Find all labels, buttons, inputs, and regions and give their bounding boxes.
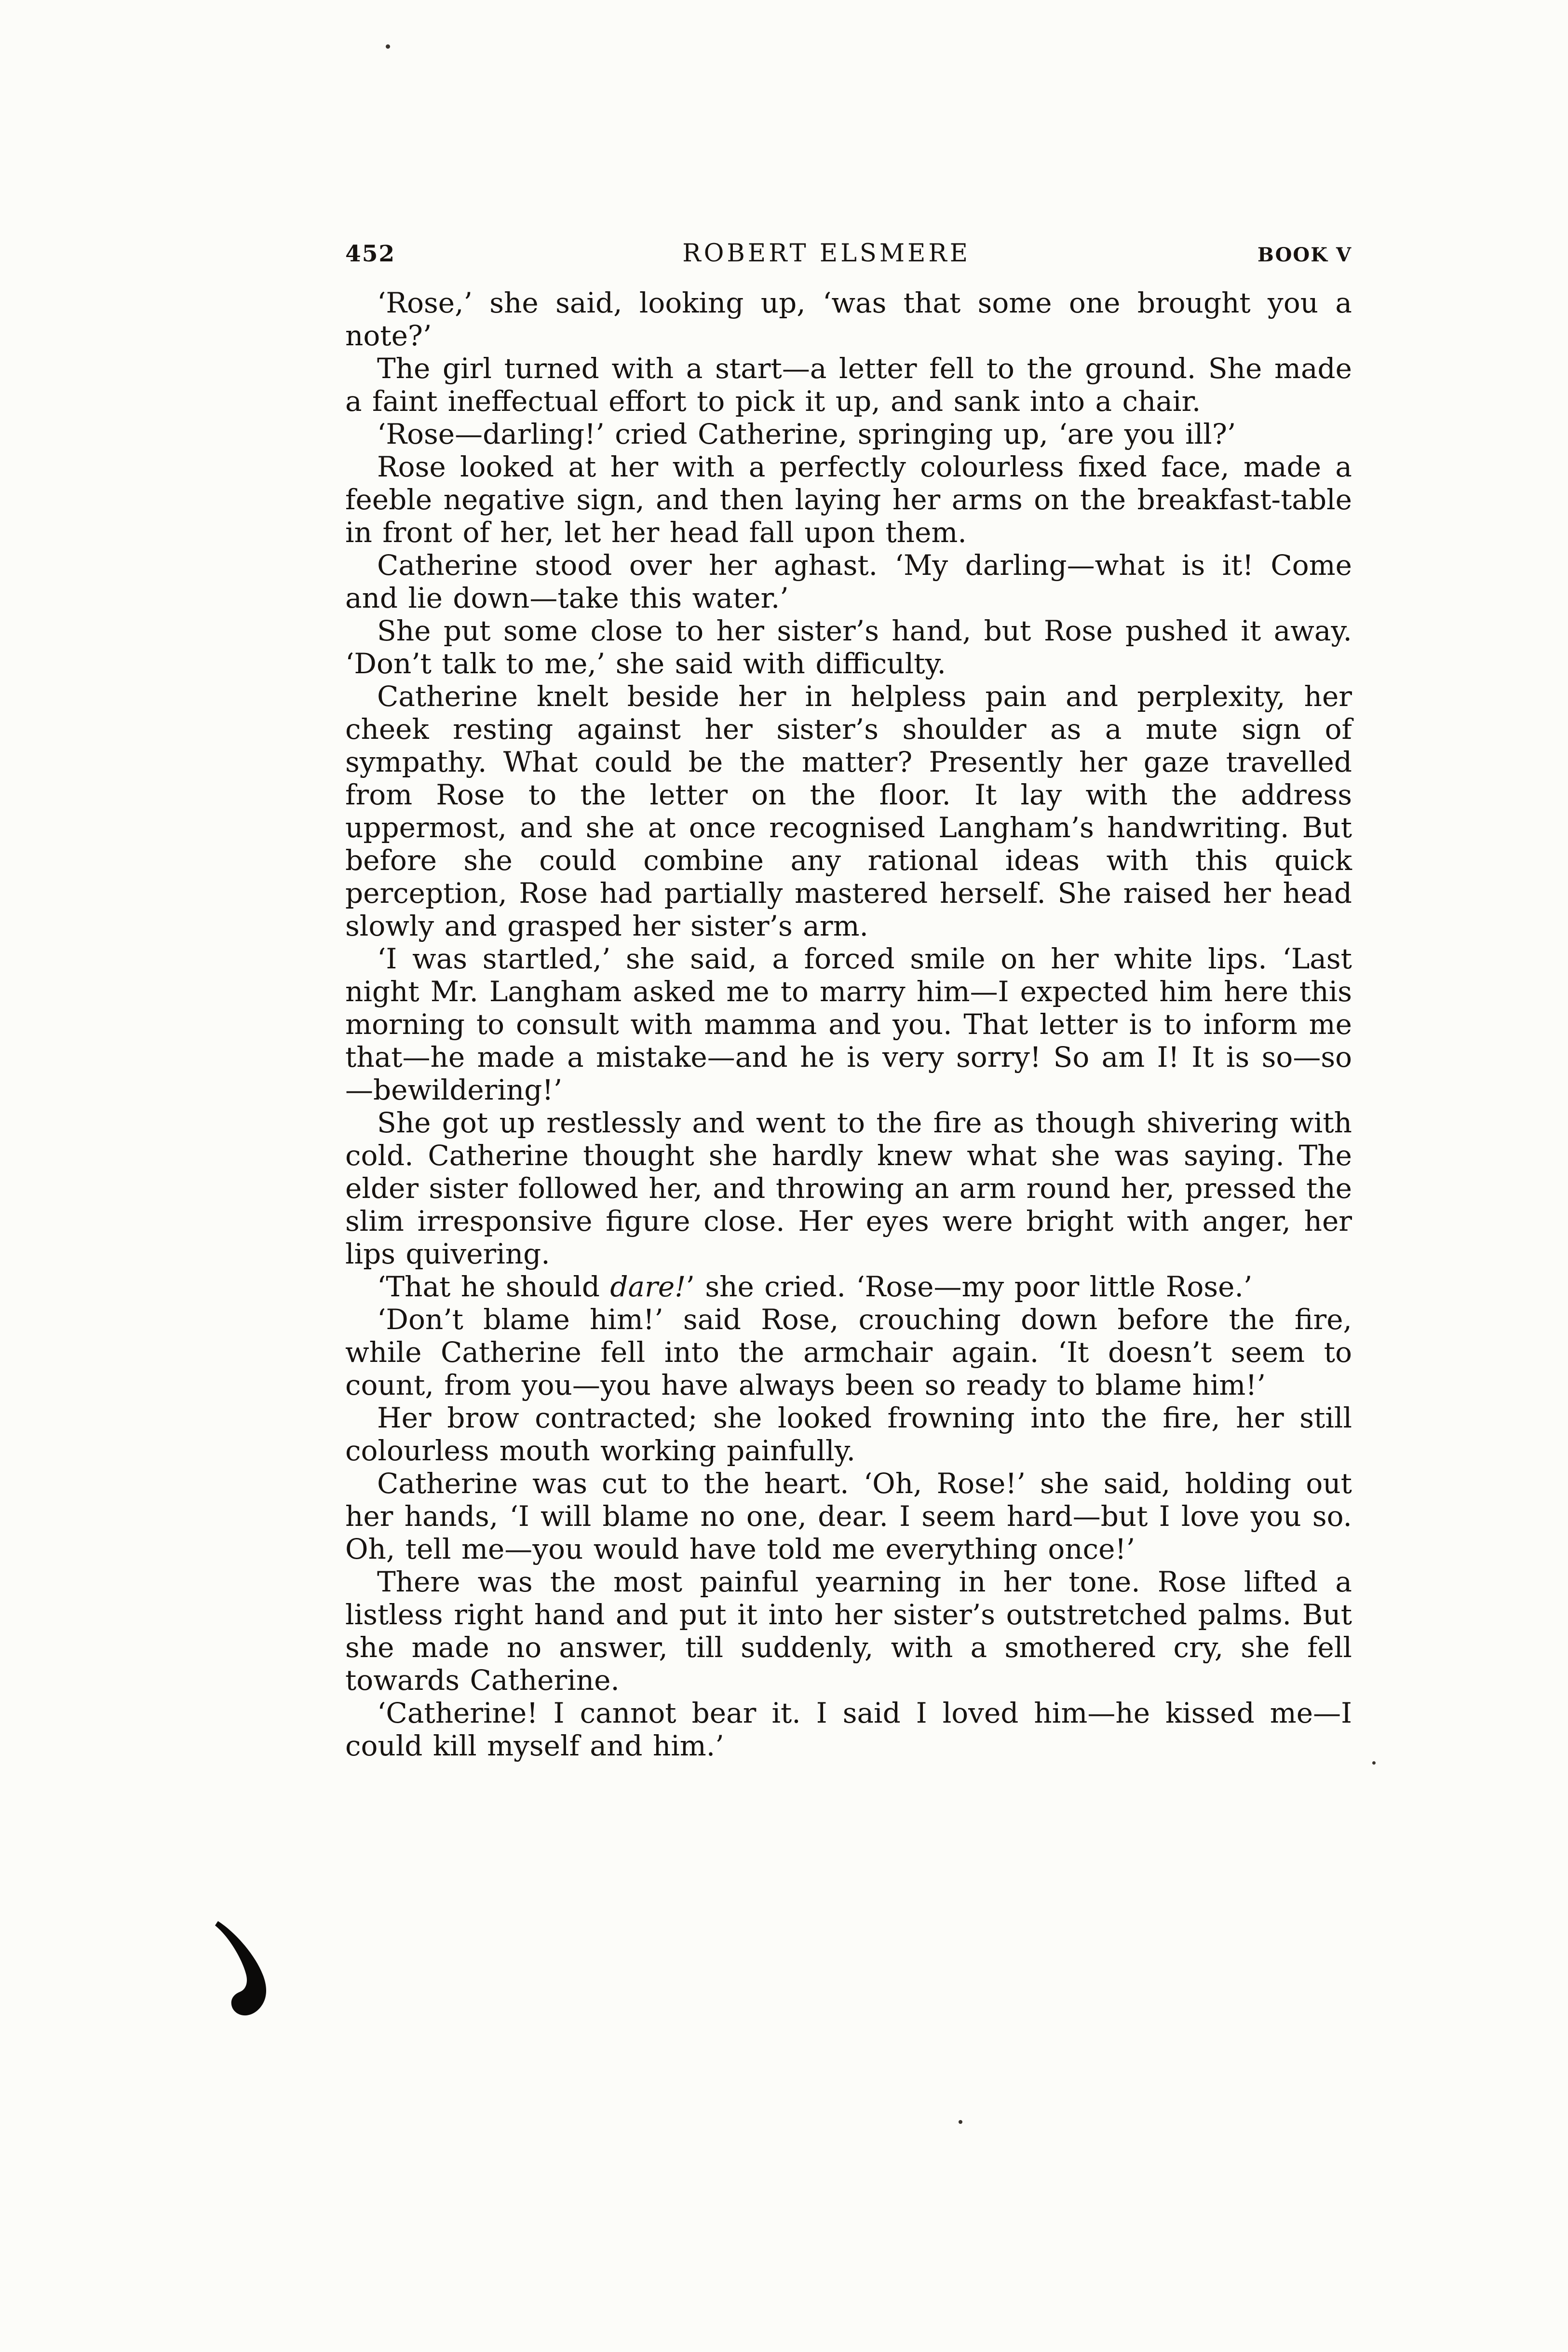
- paragraph-text: ‘Don’t blame him!’ said Rose, crouching down before the fire, while Catherine fell into the armchair again. ‘It doesn’t seem to count, from you—you have always been so ready to blame him!’: [345, 1303, 1352, 1401]
- paragraph-text: ’ she cried. ‘Rose—my poor little Rose.’: [686, 1270, 1253, 1303]
- paragraph-text: Her brow contracted; she looked frowning into the fire, her still colourless mouth working painfully.: [345, 1401, 1352, 1467]
- dust-speck: [386, 44, 390, 49]
- paragraph-text: She got up restlessly and went to the fire as though shivering with cold. Catherine thought she hardly knew what she was saying. The elder sister followed her, and throwing an arm round her, pressed the slim irresponsive figure close. Her eyes were bright with anger, her lips quivering.: [345, 1106, 1352, 1270]
- paragraph: [345, 1106, 1352, 1270]
- paragraph: [345, 1401, 1352, 1467]
- paragraph-text: Catherine stood over her aghast. ‘My darling—what is it! Come and lie down—take this water.’: [345, 549, 1352, 614]
- paragraph: [345, 1467, 1352, 1565]
- paragraph: [345, 450, 1352, 549]
- paragraph-text: ‘That he should: [377, 1270, 610, 1303]
- paragraph-text: ‘I was startled,’ she said, a forced smile on her white lips. ‘Last night Mr. Langham asked me to marry him—I expected him here this morning to consult with mamma and you. That letter is to inform me that—he made a mistake—and he is very sorry! So am I! It is so—so—bewildering!’: [345, 942, 1352, 1106]
- paragraph-text: Rose looked at her with a perfectly colourless fixed face, made a feeble negative sign, and then laying her arms on the breakfast-table in front of her, let her head fall upon them.: [345, 450, 1352, 549]
- paragraph: [345, 549, 1352, 614]
- paragraph: [345, 1697, 1352, 1762]
- paragraph: [345, 1270, 1352, 1303]
- paragraph-text: ‘Rose,’ she said, looking up, ‘was that some one brought you a note?’: [345, 286, 1352, 352]
- paragraph: [345, 942, 1352, 1106]
- paragraph: [345, 418, 1352, 450]
- text-block: [345, 286, 1352, 1762]
- paragraph: [345, 286, 1352, 352]
- page-header: [345, 239, 1352, 268]
- paragraph-text: She put some close to her sister’s hand, but Rose pushed it away. ‘Don’t talk to me,’ she said with difficulty.: [345, 614, 1352, 680]
- paragraph-text: Catherine was cut to the heart. ‘Oh, Rose!’ she said, holding out her hands, ‘I will blame no one, dear. I seem hard—but I love you so. Oh, tell me—you would have told me everything once!’: [345, 1467, 1352, 1565]
- dust-speck: [959, 2120, 962, 2124]
- paragraph: [345, 680, 1352, 942]
- paragraph-text: ‘Rose—darling!’ cried Catherine, springing up, ‘are you ill?’: [377, 418, 1236, 450]
- dust-speck: [1372, 1761, 1376, 1765]
- paragraph-text: Catherine knelt beside her in helpless pain and perplexity, her cheek resting against her sister’s shoulder as a mute sign of sympathy. What could be the matter? Presently her gaze travelled from Rose to the letter on the floor. It lay with the address uppermost, and she at once recognised Langham’s handwriting. But before she could combine any rational ideas with this quick perception, Rose had partially mastered herself. She raised her head slowly and grasped her sister’s arm.: [345, 680, 1352, 942]
- paragraph-text: ‘Catherine! I cannot bear it. I said I loved him—he kissed me—I could kill myself and him.’: [345, 1697, 1352, 1762]
- paragraph: [345, 1565, 1352, 1697]
- paragraph-text: The girl turned with a start—a letter fell to the ground. She made a faint ineffectual effort to pick it up, and sank into a chair.: [345, 352, 1352, 418]
- paragraph: [345, 614, 1352, 680]
- paragraph: [345, 1303, 1352, 1401]
- ink-blot-mark: [212, 1917, 284, 2021]
- book-section-label: BOOK V: [1257, 244, 1352, 266]
- paragraph-text: There was the most painful yearning in her tone. Rose lifted a listless right hand and put it into her sister’s outstretched palms. But she made no answer, till suddenly, with a smothered cry, she fell towards Catherine.: [345, 1565, 1352, 1697]
- paragraph: [345, 352, 1352, 418]
- page-number: 452: [345, 241, 396, 267]
- running-title: ROBERT ELSMERE: [682, 239, 971, 268]
- paragraph-text-italic: dare!: [610, 1270, 686, 1303]
